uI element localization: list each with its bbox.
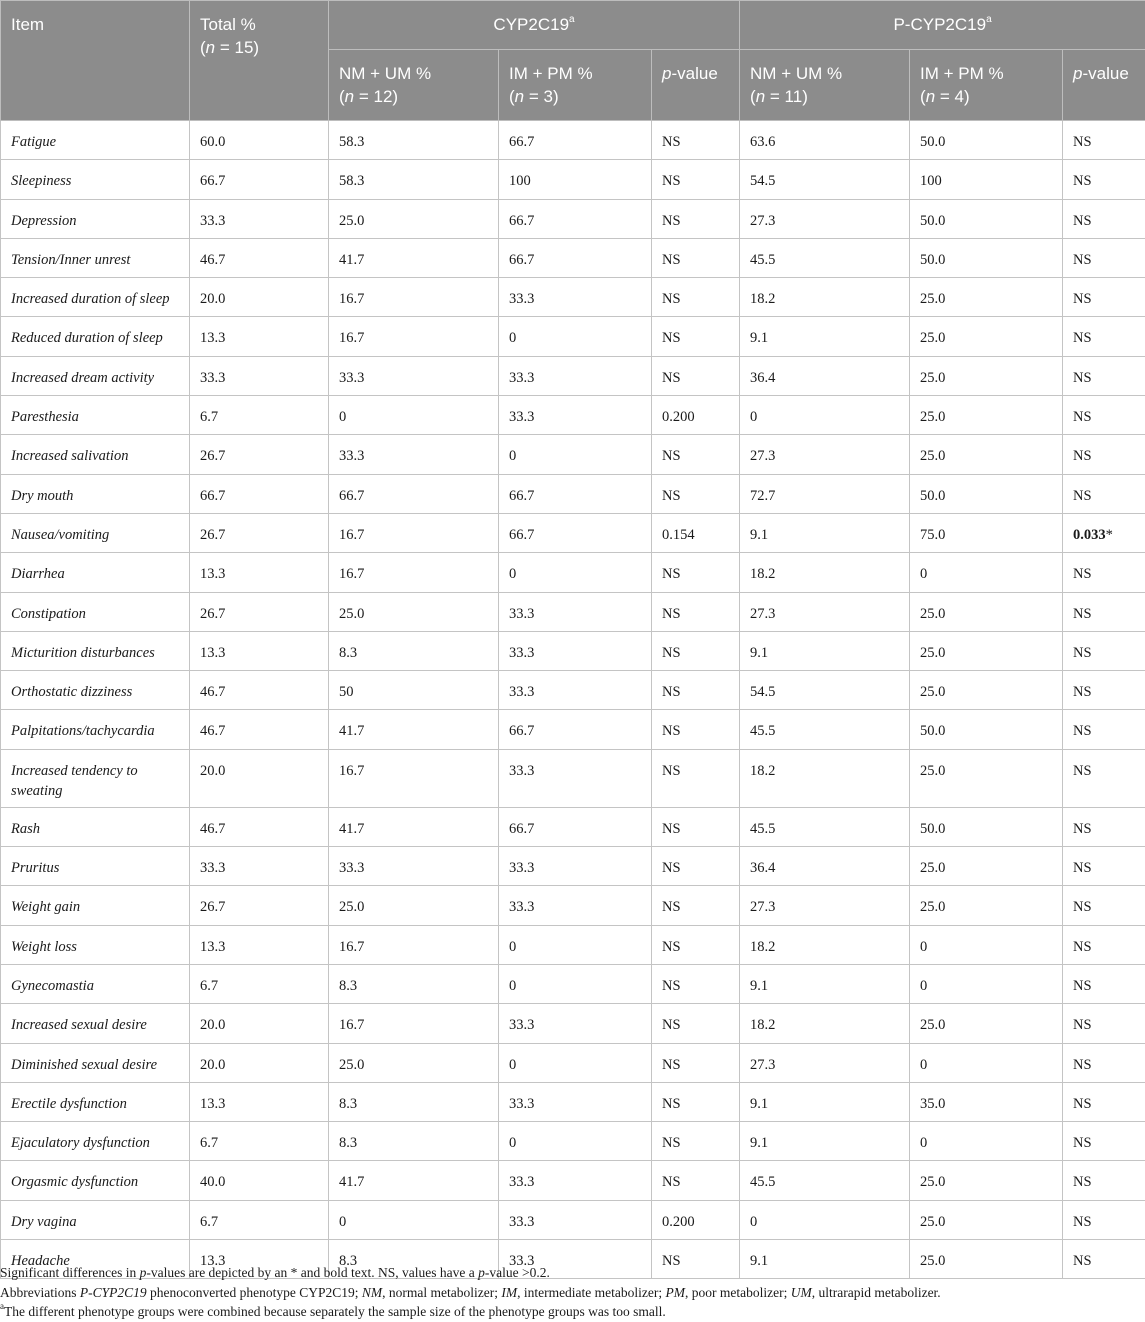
- cell-total: 66.7: [190, 160, 329, 199]
- cell-pcyp-p-value: NS: [1063, 238, 1145, 277]
- footnote-abbreviations: Abbreviations P-CYP2C19 phenoconverted phenotype CYP2C19; NM, normal metabolizer; IM, intermediate metabolizer; PM, poor metabolizer; UM, ultrarapid metabolizer.: [0, 1284, 941, 1300]
- cell-pcyp-im-pm: 25.0: [910, 1004, 1063, 1043]
- cell-cyp-nm-um: 8.3: [329, 1122, 499, 1161]
- header-total: Total % (n = 15): [190, 1, 329, 121]
- cell-cyp-im-pm: 33.3: [499, 1004, 652, 1043]
- cell-cyp-p-value: NS: [652, 1161, 740, 1200]
- table-row: [1, 121, 1145, 160]
- cell-pcyp-p-value: NS: [1063, 749, 1145, 807]
- table-row: [1, 396, 1145, 435]
- cell-pcyp-nm-um: 18.2: [740, 1004, 910, 1043]
- cell-pcyp-im-pm: 50.0: [910, 807, 1063, 846]
- cell-cyp-p-value: NS: [652, 631, 740, 670]
- cell-pcyp-im-pm: 50.0: [910, 710, 1063, 749]
- cell-cyp-p-value: 0.200: [652, 396, 740, 435]
- cell-total: 20.0: [190, 749, 329, 807]
- cell-cyp-nm-um: 33.3: [329, 435, 499, 474]
- cell-cyp-p-value: 0.200: [652, 1200, 740, 1239]
- cell-pcyp-im-pm: 35.0: [910, 1082, 1063, 1121]
- cell-pcyp-nm-um: 54.5: [740, 160, 910, 199]
- cell-pcyp-p-value: NS: [1063, 631, 1145, 670]
- table-row: [1, 592, 1145, 631]
- cell-cyp-im-pm: 0: [499, 925, 652, 964]
- header-pcyp-im-pm: IM + PM % (n = 4): [910, 50, 1063, 121]
- cell-item: Diminished sexual desire: [1, 1043, 190, 1082]
- table-row: [1, 886, 1145, 925]
- cell-cyp-nm-um: 41.7: [329, 710, 499, 749]
- cell-cyp-nm-um: 25.0: [329, 886, 499, 925]
- cell-cyp-im-pm: 66.7: [499, 710, 652, 749]
- cell-pcyp-nm-um: 45.5: [740, 238, 910, 277]
- header-cyp2c19-group: CYP2C19$^a$: [329, 1, 740, 50]
- cell-pcyp-nm-um: 18.2: [740, 553, 910, 592]
- cell-cyp-nm-um: 16.7: [329, 278, 499, 317]
- cell-cyp-nm-um: 58.3: [329, 121, 499, 160]
- cell-pcyp-im-pm: 50.0: [910, 199, 1063, 238]
- cell-total: 13.3: [190, 317, 329, 356]
- cell-pcyp-im-pm: 50.0: [910, 121, 1063, 160]
- cell-item: Pruritus: [1, 847, 190, 886]
- cell-cyp-im-pm: 33.3: [499, 847, 652, 886]
- cell-pcyp-nm-um: 45.5: [740, 710, 910, 749]
- cell-total: 13.3: [190, 553, 329, 592]
- cell-cyp-p-value: NS: [652, 1122, 740, 1161]
- cell-pcyp-nm-um: 9.1: [740, 1240, 910, 1279]
- cell-cyp-p-value: NS: [652, 847, 740, 886]
- cell-cyp-im-pm: 66.7: [499, 474, 652, 513]
- cell-pcyp-nm-um: 45.5: [740, 807, 910, 846]
- cell-pcyp-p-value: NS: [1063, 199, 1145, 238]
- table-body: [1, 121, 1145, 1279]
- cell-item: Orgasmic dysfunction: [1, 1161, 190, 1200]
- cell-cyp-p-value: NS: [652, 1082, 740, 1121]
- cell-pcyp-im-pm: 50.0: [910, 238, 1063, 277]
- cell-total: 33.3: [190, 356, 329, 395]
- cell-cyp-nm-um: 8.3: [329, 631, 499, 670]
- cell-pcyp-p-value: NS: [1063, 396, 1145, 435]
- cell-cyp-p-value: NS: [652, 749, 740, 807]
- cell-cyp-im-pm: 33.3: [499, 278, 652, 317]
- cell-item: Diarrhea: [1, 553, 190, 592]
- cell-total: 46.7: [190, 671, 329, 710]
- header-p-cyp2c19-group: P-CYP2C19$^a$: [740, 1, 1145, 50]
- cell-pcyp-nm-um: 18.2: [740, 278, 910, 317]
- cell-cyp-nm-um: 16.7: [329, 317, 499, 356]
- cell-cyp-nm-um: 8.3: [329, 964, 499, 1003]
- cell-item: Dry vagina: [1, 1200, 190, 1239]
- cell-pcyp-p-value: NS: [1063, 356, 1145, 395]
- cell-pcyp-p-value: NS: [1063, 553, 1145, 592]
- cell-item: Weight gain: [1, 886, 190, 925]
- table-row: [1, 513, 1145, 552]
- table-row: [1, 356, 1145, 395]
- cell-cyp-im-pm: 33.3: [499, 886, 652, 925]
- cell-cyp-p-value: NS: [652, 474, 740, 513]
- cell-cyp-im-pm: 33.3: [499, 356, 652, 395]
- cell-cyp-im-pm: 0: [499, 435, 652, 474]
- cell-cyp-nm-um: 66.7: [329, 474, 499, 513]
- cell-cyp-p-value: NS: [652, 278, 740, 317]
- cell-pcyp-nm-um: 18.2: [740, 925, 910, 964]
- cell-pcyp-nm-um: 9.1: [740, 1082, 910, 1121]
- cell-cyp-im-pm: 0: [499, 553, 652, 592]
- cell-total: 6.7: [190, 396, 329, 435]
- cell-item: Dry mouth: [1, 474, 190, 513]
- table-row: [1, 1200, 1145, 1239]
- cell-pcyp-im-pm: 25.0: [910, 1161, 1063, 1200]
- cell-pcyp-im-pm: 25.0: [910, 886, 1063, 925]
- significance-mark: *: [1105, 526, 1113, 543]
- cell-pcyp-p-value: NS: [1063, 1200, 1145, 1239]
- cell-pcyp-im-pm: 25.0: [910, 671, 1063, 710]
- cell-pcyp-p-value: NS: [1063, 886, 1145, 925]
- cell-item: Weight loss: [1, 925, 190, 964]
- cell-pcyp-p-value: NS: [1063, 435, 1145, 474]
- cell-item: Increased duration of sleep: [1, 278, 190, 317]
- cell-item: Reduced duration of sleep: [1, 317, 190, 356]
- cell-cyp-nm-um: 16.7: [329, 925, 499, 964]
- cell-pcyp-im-pm: 100: [910, 160, 1063, 199]
- table-row: [1, 160, 1145, 199]
- cell-pcyp-im-pm: 0: [910, 964, 1063, 1003]
- cell-total: 46.7: [190, 710, 329, 749]
- cell-cyp-p-value: NS: [652, 317, 740, 356]
- cell-cyp-p-value: NS: [652, 199, 740, 238]
- cell-item: Rash: [1, 807, 190, 846]
- cell-pcyp-nm-um: 18.2: [740, 749, 910, 807]
- cell-pcyp-im-pm: 25.0: [910, 749, 1063, 807]
- cell-pcyp-im-pm: 25.0: [910, 435, 1063, 474]
- table-row: [1, 1161, 1145, 1200]
- cell-pcyp-nm-um: 45.5: [740, 1161, 910, 1200]
- header-cyp-im-pm: IM + PM % (n = 3): [499, 50, 652, 121]
- table-row: [1, 317, 1145, 356]
- cell-pcyp-p-value: NS: [1063, 710, 1145, 749]
- cell-pcyp-im-pm: 25.0: [910, 317, 1063, 356]
- cell-cyp-im-pm: 0: [499, 317, 652, 356]
- cell-pcyp-nm-um: 9.1: [740, 631, 910, 670]
- cell-item: Tension/Inner unrest: [1, 238, 190, 277]
- cell-cyp-nm-um: 16.7: [329, 553, 499, 592]
- cell-cyp-p-value: NS: [652, 592, 740, 631]
- cell-cyp-nm-um: 41.7: [329, 238, 499, 277]
- cell-cyp-nm-um: 8.3: [329, 1240, 499, 1279]
- cell-pcyp-p-value: NS: [1063, 925, 1145, 964]
- cell-total: 33.3: [190, 847, 329, 886]
- cell-pcyp-im-pm: 25.0: [910, 1240, 1063, 1279]
- cell-total: 20.0: [190, 1043, 329, 1082]
- cell-item: Increased salivation: [1, 435, 190, 474]
- cell-pcyp-p-value: NS: [1063, 317, 1145, 356]
- cell-cyp-p-value: NS: [652, 1240, 740, 1279]
- cell-total: 66.7: [190, 474, 329, 513]
- cell-item: Increased tendency to sweating: [1, 749, 190, 807]
- table-footnotes: [0, 1263, 1140, 1322]
- cell-total: 6.7: [190, 964, 329, 1003]
- table-row: [1, 199, 1145, 238]
- table-row: [1, 1004, 1145, 1043]
- cell-pcyp-p-value: NS: [1063, 160, 1145, 199]
- cell-cyp-im-pm: 33.3: [499, 1082, 652, 1121]
- cell-cyp-p-value: NS: [652, 435, 740, 474]
- cell-cyp-p-value: NS: [652, 160, 740, 199]
- cell-item: Fatigue: [1, 121, 190, 160]
- cell-total: 13.3: [190, 1240, 329, 1279]
- cell-cyp-p-value: NS: [652, 121, 740, 160]
- cell-pcyp-nm-um: 9.1: [740, 1122, 910, 1161]
- header-item: Item: [1, 1, 190, 121]
- cell-total: 40.0: [190, 1161, 329, 1200]
- cell-pcyp-im-pm: 25.0: [910, 631, 1063, 670]
- cell-pcyp-nm-um: 36.4: [740, 356, 910, 395]
- cell-cyp-p-value: NS: [652, 807, 740, 846]
- table-row: [1, 474, 1145, 513]
- cell-cyp-im-pm: 33.3: [499, 592, 652, 631]
- table-row: [1, 278, 1145, 317]
- cell-total: 6.7: [190, 1122, 329, 1161]
- cell-cyp-nm-um: 50: [329, 671, 499, 710]
- cell-pcyp-p-value: NS: [1063, 1082, 1145, 1121]
- cell-total: 60.0: [190, 121, 329, 160]
- cell-pcyp-p-value: NS: [1063, 1122, 1145, 1161]
- cell-pcyp-im-pm: 0: [910, 1122, 1063, 1161]
- cell-pcyp-nm-um: 0: [740, 1200, 910, 1239]
- cell-item: Nausea/vomiting: [1, 513, 190, 552]
- header-cyp-p-value: p-value: [652, 50, 740, 121]
- cell-cyp-p-value: NS: [652, 238, 740, 277]
- cell-pcyp-im-pm: 25.0: [910, 847, 1063, 886]
- cell-cyp-nm-um: 58.3: [329, 160, 499, 199]
- cell-item: Constipation: [1, 592, 190, 631]
- cell-total: 46.7: [190, 238, 329, 277]
- cell-pcyp-p-value: NS: [1063, 807, 1145, 846]
- cell-cyp-p-value: NS: [652, 1043, 740, 1082]
- cell-total: 6.7: [190, 1200, 329, 1239]
- cell-cyp-nm-um: 16.7: [329, 749, 499, 807]
- cell-cyp-nm-um: 41.7: [329, 1161, 499, 1200]
- cell-cyp-im-pm: 0: [499, 1043, 652, 1082]
- table-row: [1, 553, 1145, 592]
- cell-cyp-im-pm: 0: [499, 964, 652, 1003]
- cell-total: 20.0: [190, 1004, 329, 1043]
- table-row: [1, 631, 1145, 670]
- cell-pcyp-im-pm: 25.0: [910, 278, 1063, 317]
- cell-cyp-nm-um: 0: [329, 1200, 499, 1239]
- header-pcyp-p-value: p-value: [1063, 50, 1145, 121]
- cell-cyp-nm-um: 41.7: [329, 807, 499, 846]
- table-row: [1, 925, 1145, 964]
- cell-cyp-p-value: NS: [652, 710, 740, 749]
- table-row: [1, 238, 1145, 277]
- cell-pcyp-p-value: NS: [1063, 1004, 1145, 1043]
- cell-pcyp-im-pm: 0: [910, 925, 1063, 964]
- cell-total: 13.3: [190, 925, 329, 964]
- cell-cyp-im-pm: 66.7: [499, 513, 652, 552]
- cell-cyp-im-pm: 33.3: [499, 1240, 652, 1279]
- cell-cyp-im-pm: 66.7: [499, 807, 652, 846]
- cell-cyp-p-value: NS: [652, 886, 740, 925]
- footnote-a: $^a$The different phenotype groups were combined because separately the sample size of the phenotype groups was too small.: [0, 1300, 666, 1319]
- cell-cyp-im-pm: 33.3: [499, 671, 652, 710]
- cell-pcyp-p-value: NS: [1063, 592, 1145, 631]
- cell-pcyp-nm-um: 27.3: [740, 199, 910, 238]
- cell-pcyp-nm-um: 9.1: [740, 317, 910, 356]
- cell-cyp-nm-um: 25.0: [329, 199, 499, 238]
- cell-total: 13.3: [190, 1082, 329, 1121]
- cell-total: 26.7: [190, 513, 329, 552]
- cell-pcyp-p-value: NS: [1063, 847, 1145, 886]
- cell-pcyp-p-value: NS: [1063, 1161, 1145, 1200]
- cell-item: Increased dream activity: [1, 356, 190, 395]
- cell-pcyp-nm-um: 9.1: [740, 964, 910, 1003]
- cell-pcyp-p-value: NS: [1063, 671, 1145, 710]
- cell-cyp-p-value: NS: [652, 1004, 740, 1043]
- cell-pcyp-nm-um: 27.3: [740, 886, 910, 925]
- cell-item: Paresthesia: [1, 396, 190, 435]
- cell-total: 33.3: [190, 199, 329, 238]
- cell-pcyp-p-value: NS: [1063, 964, 1145, 1003]
- cell-pcyp-p-value: NS: [1063, 278, 1145, 317]
- cell-cyp-im-pm: 33.3: [499, 1161, 652, 1200]
- table-row: [1, 964, 1145, 1003]
- cell-cyp-nm-um: 33.3: [329, 356, 499, 395]
- footnote-significance: Significant differences in p-values are depicted by an * and bold text. NS, values have a p-value >0.2.: [0, 1265, 550, 1280]
- cell-item: Increased sexual desire: [1, 1004, 190, 1043]
- cell-cyp-im-pm: 66.7: [499, 199, 652, 238]
- cell-pcyp-nm-um: 36.4: [740, 847, 910, 886]
- cell-pcyp-im-pm: 25.0: [910, 356, 1063, 395]
- cell-pcyp-nm-um: 0: [740, 396, 910, 435]
- cell-total: 46.7: [190, 807, 329, 846]
- cell-pcyp-p-value: 0.033*: [1063, 513, 1145, 552]
- cell-cyp-p-value: NS: [652, 925, 740, 964]
- cell-pcyp-im-pm: 25.0: [910, 592, 1063, 631]
- cell-pcyp-im-pm: 50.0: [910, 474, 1063, 513]
- table-row: [1, 671, 1145, 710]
- table-row: [1, 710, 1145, 749]
- cell-cyp-p-value: NS: [652, 356, 740, 395]
- cell-item: Gynecomastia: [1, 964, 190, 1003]
- cell-item: Sleepiness: [1, 160, 190, 199]
- cell-cyp-im-pm: 33.3: [499, 396, 652, 435]
- cell-item: Depression: [1, 199, 190, 238]
- cell-cyp-im-pm: 33.3: [499, 749, 652, 807]
- cell-cyp-nm-um: 25.0: [329, 1043, 499, 1082]
- table-row: [1, 1122, 1145, 1161]
- cell-cyp-im-pm: 33.3: [499, 1200, 652, 1239]
- header-cyp-nm-um: NM + UM % (n = 12): [329, 50, 499, 121]
- cell-item: Headache: [1, 1240, 190, 1279]
- cell-cyp-im-pm: 66.7: [499, 238, 652, 277]
- cell-item: Palpitations/tachycardia: [1, 710, 190, 749]
- cell-cyp-nm-um: 8.3: [329, 1082, 499, 1121]
- cell-cyp-nm-um: 16.7: [329, 513, 499, 552]
- cell-cyp-im-pm: 66.7: [499, 121, 652, 160]
- cell-total: 26.7: [190, 592, 329, 631]
- cell-cyp-nm-um: 33.3: [329, 847, 499, 886]
- cell-cyp-p-value: NS: [652, 964, 740, 1003]
- cell-item: Erectile dysfunction: [1, 1082, 190, 1121]
- cell-pcyp-p-value: NS: [1063, 1240, 1145, 1279]
- cell-cyp-p-value: 0.154: [652, 513, 740, 552]
- cell-pcyp-im-pm: 25.0: [910, 396, 1063, 435]
- cell-total: 26.7: [190, 886, 329, 925]
- cell-pcyp-nm-um: 27.3: [740, 1043, 910, 1082]
- cell-pcyp-p-value: NS: [1063, 1043, 1145, 1082]
- cell-pcyp-im-pm: 75.0: [910, 513, 1063, 552]
- cell-item: Micturition disturbances: [1, 631, 190, 670]
- table-row: [1, 1043, 1145, 1082]
- cell-pcyp-p-value: NS: [1063, 121, 1145, 160]
- cell-pcyp-nm-um: 27.3: [740, 435, 910, 474]
- table-row: [1, 1082, 1145, 1121]
- cell-item: Ejaculatory dysfunction: [1, 1122, 190, 1161]
- cell-item: Orthostatic dizziness: [1, 671, 190, 710]
- table-row: [1, 847, 1145, 886]
- cell-pcyp-im-pm: 0: [910, 553, 1063, 592]
- cell-pcyp-im-pm: 25.0: [910, 1200, 1063, 1239]
- header-pcyp-nm-um: NM + UM % (n = 11): [740, 50, 910, 121]
- cell-cyp-nm-um: 16.7: [329, 1004, 499, 1043]
- cell-cyp-nm-um: 0: [329, 396, 499, 435]
- cell-pcyp-nm-um: 63.6: [740, 121, 910, 160]
- cell-pcyp-nm-um: 9.1: [740, 513, 910, 552]
- cell-cyp-nm-um: 25.0: [329, 592, 499, 631]
- cell-total: 26.7: [190, 435, 329, 474]
- cell-cyp-im-pm: 100: [499, 160, 652, 199]
- cell-total: 20.0: [190, 278, 329, 317]
- cell-pcyp-nm-um: 72.7: [740, 474, 910, 513]
- cell-pcyp-nm-um: 54.5: [740, 671, 910, 710]
- table-row: [1, 807, 1145, 846]
- cell-cyp-im-pm: 33.3: [499, 631, 652, 670]
- table-row: [1, 749, 1145, 807]
- cell-cyp-p-value: NS: [652, 671, 740, 710]
- cell-cyp-p-value: NS: [652, 553, 740, 592]
- cell-pcyp-p-value: NS: [1063, 474, 1145, 513]
- cell-pcyp-im-pm: 0: [910, 1043, 1063, 1082]
- cell-pcyp-nm-um: 27.3: [740, 592, 910, 631]
- cell-total: 13.3: [190, 631, 329, 670]
- cell-cyp-im-pm: 0: [499, 1122, 652, 1161]
- table-row: [1, 435, 1145, 474]
